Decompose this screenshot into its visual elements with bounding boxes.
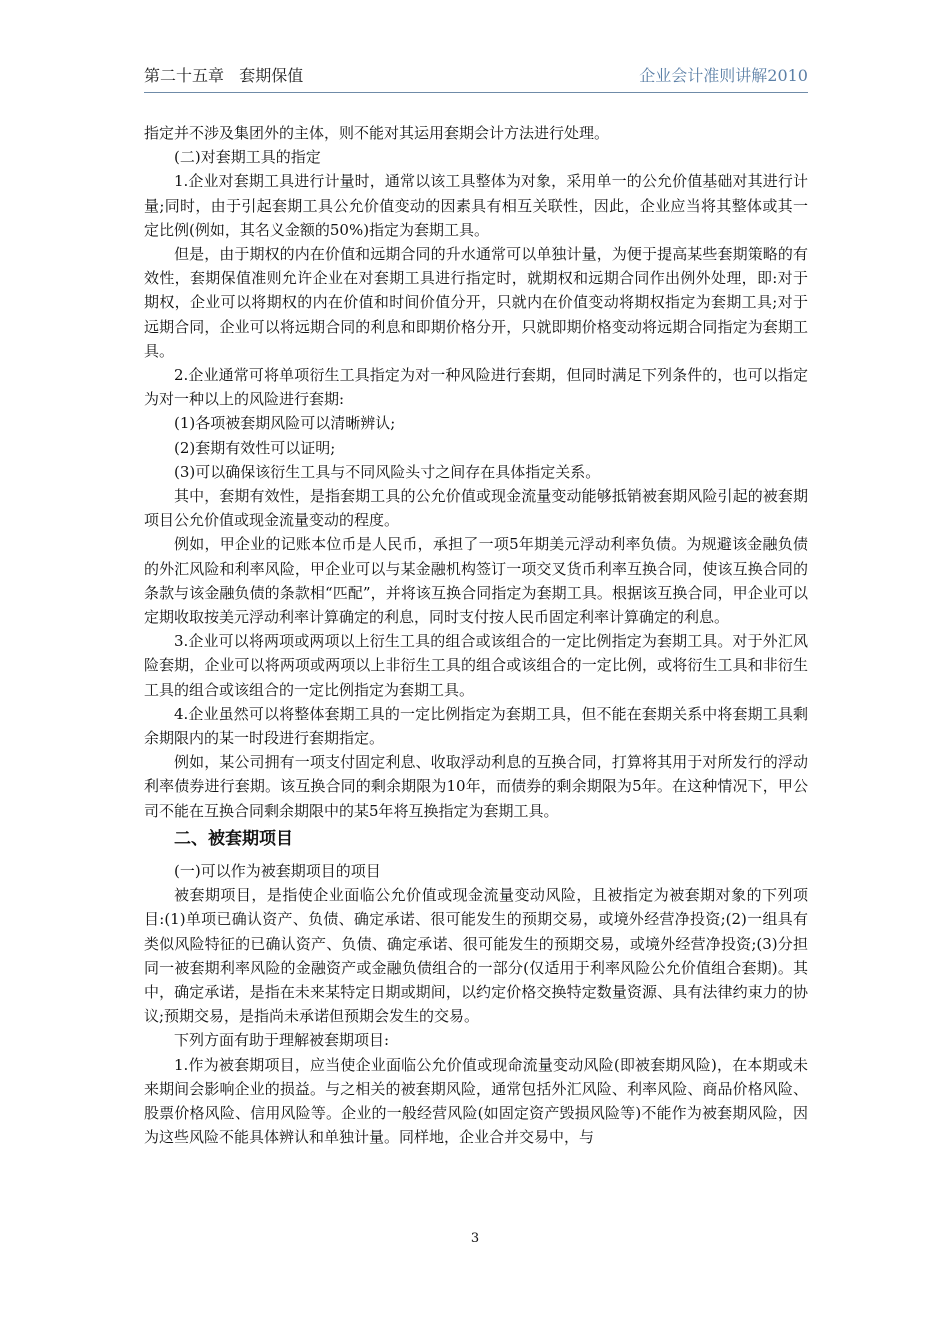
page-header [144,66,808,93]
list-item: (1)各项被套期风险可以清晰辨认; [174,414,396,433]
paragraph: 2.企业通常可将单项衍生工具指定为对一种风险进行套期，但同时满足下列条件的，也可以指定为对一种以上的风险进行套期: [144,366,808,409]
paragraph: 1.企业对套期工具进行计量时，通常以该工具整体为对象，采用单一的公允价值基础对其进行计量;同时，由于引起套期工具公允价值变动的因素具有相互关联性，因此，企业应当将其整体或其一定比例(例如，其名义金额的50%)指定为套期工具。 [144,172,808,239]
paragraph: 指定并不涉及集团外的主体，则不能对其运用套期会计方法进行处理。 [144,124,610,142]
subsection-heading: (一)可以作为被套期项目的项目 [174,861,381,880]
paragraph: 被套期项目，是指使企业面临公允价值或现金流量变动风险，且被指定为被套期对象的下列项目:(1)单项已确认资产、负债、确定承诺、很可能发生的预期交易，或境外经营净投资;(2)一组具有类似风险特征的已确认资产、负债、确定承诺、很可能发生的预期交易，或境外经营净投资;(3)分担同一被套期利率风险的金融资产或金融负债组合的一部分(仅适用于利率风险公允价值组合套期)。其中，确定承诺，是指在未来某特定日期或期间，以约定价格交换特定数量资源、具有法律约束力的协议;预期交易，是指尚未承诺但预期会发生的交易。 [144,886,808,1026]
book-title: 企业会计准则讲解2010 [639,66,808,85]
paragraph: 但是，由于期权的内在价值和远期合同的升水通常可以单独计量，为便于提高某些套期策略的有效性，套期保值准则允许企业在对套期工具进行指定时，就期权和远期合同作出例外处理，即:对于期权，企业可以将期权的内在价值和时间价值分开，只就内在价值变动将期权指定为套期工具;对于远期合同，企业可以将远期合同的利息和即期价格分开，只就即期价格变动将远期合同指定为套期工具。 [144,245,808,360]
paragraph: 4.企业虽然可以将整体套期工具的一定比例指定为套期工具，但不能在套期关系中将套期工具剩余期限内的某一时段进行套期指定。 [144,704,808,748]
chapter-title: 第二十五章 套期保值 [144,66,304,85]
paragraph: 例如，甲企业的记账本位币是人民币，承担了一项5年期美元浮动利率负债。为规避该金融负债的外汇风险和利率风险，甲企业可以与某金融机构签订一项交叉货币利率互换合同，使该互换合同的条款与该金融负债的条款相“匹配”，并将该互换合同指定为套期工具。根据该互换合同，甲企业可以定期收取按美元浮动利率计算确定的利息，同时支付按人民币固定利率计算确定的利息。 [144,535,808,627]
page-body [144,121,808,1149]
paragraph: 例如，某公司拥有一项支付固定利息、收取浮动利息的互换合同，打算将其用于对所发行的浮动利率债券进行套期。该互换合同的剩余期限为10年，而债券的剩余期限为5年。在这种情况下，甲公司不能在互换合同剩余期限中的某5年将互换指定为套期工具。 [144,753,808,820]
page-number: 3 [470,1231,480,1246]
section-heading: 二、被套期项目 [174,828,293,849]
paragraph: 1.作为被套期项目，应当使企业面临公允价值或现命流量变动风险(即被套期风险)，在本期或未来期间会影响企业的损益。与之相关的被套期风险，通常包括外汇风险、利率风险、商品价格风险、股票价格风险、信用风险等。企业的一般经营风险(如固定资产毁损风险等)不能作为被套期风险，因为这些风险不能具体辨认和单独计量。同样地，企业合并交易中，与 [144,1055,808,1147]
paragraph: 其中，套期有效性，是指套期工具的公允价值或现金流量变动能够抵销被套期风险引起的被套期项目公允价值或现金流量变动的程度。 [144,487,808,530]
paragraph: 3.企业可以将两项或两项以上衍生工具的组合或该组合的一定比例指定为套期工具。对于外汇风险套期，企业可以将两项或两项以上非衍生工具的组合或该组合的一定比例，或将衍生工具和非衍生工具的组合或该组合的一定比例指定为套期工具。 [144,632,808,699]
list-item: (3)可以确保该衍生工具与不同风险头寸之间存在具体指定关系。 [174,462,601,481]
paragraph: 下列方面有助于理解被套期项目: [174,1031,390,1050]
list-item: (2)套期有效性可以证明; [174,438,336,457]
subsection-heading: (二)对套期工具的指定 [174,148,321,167]
